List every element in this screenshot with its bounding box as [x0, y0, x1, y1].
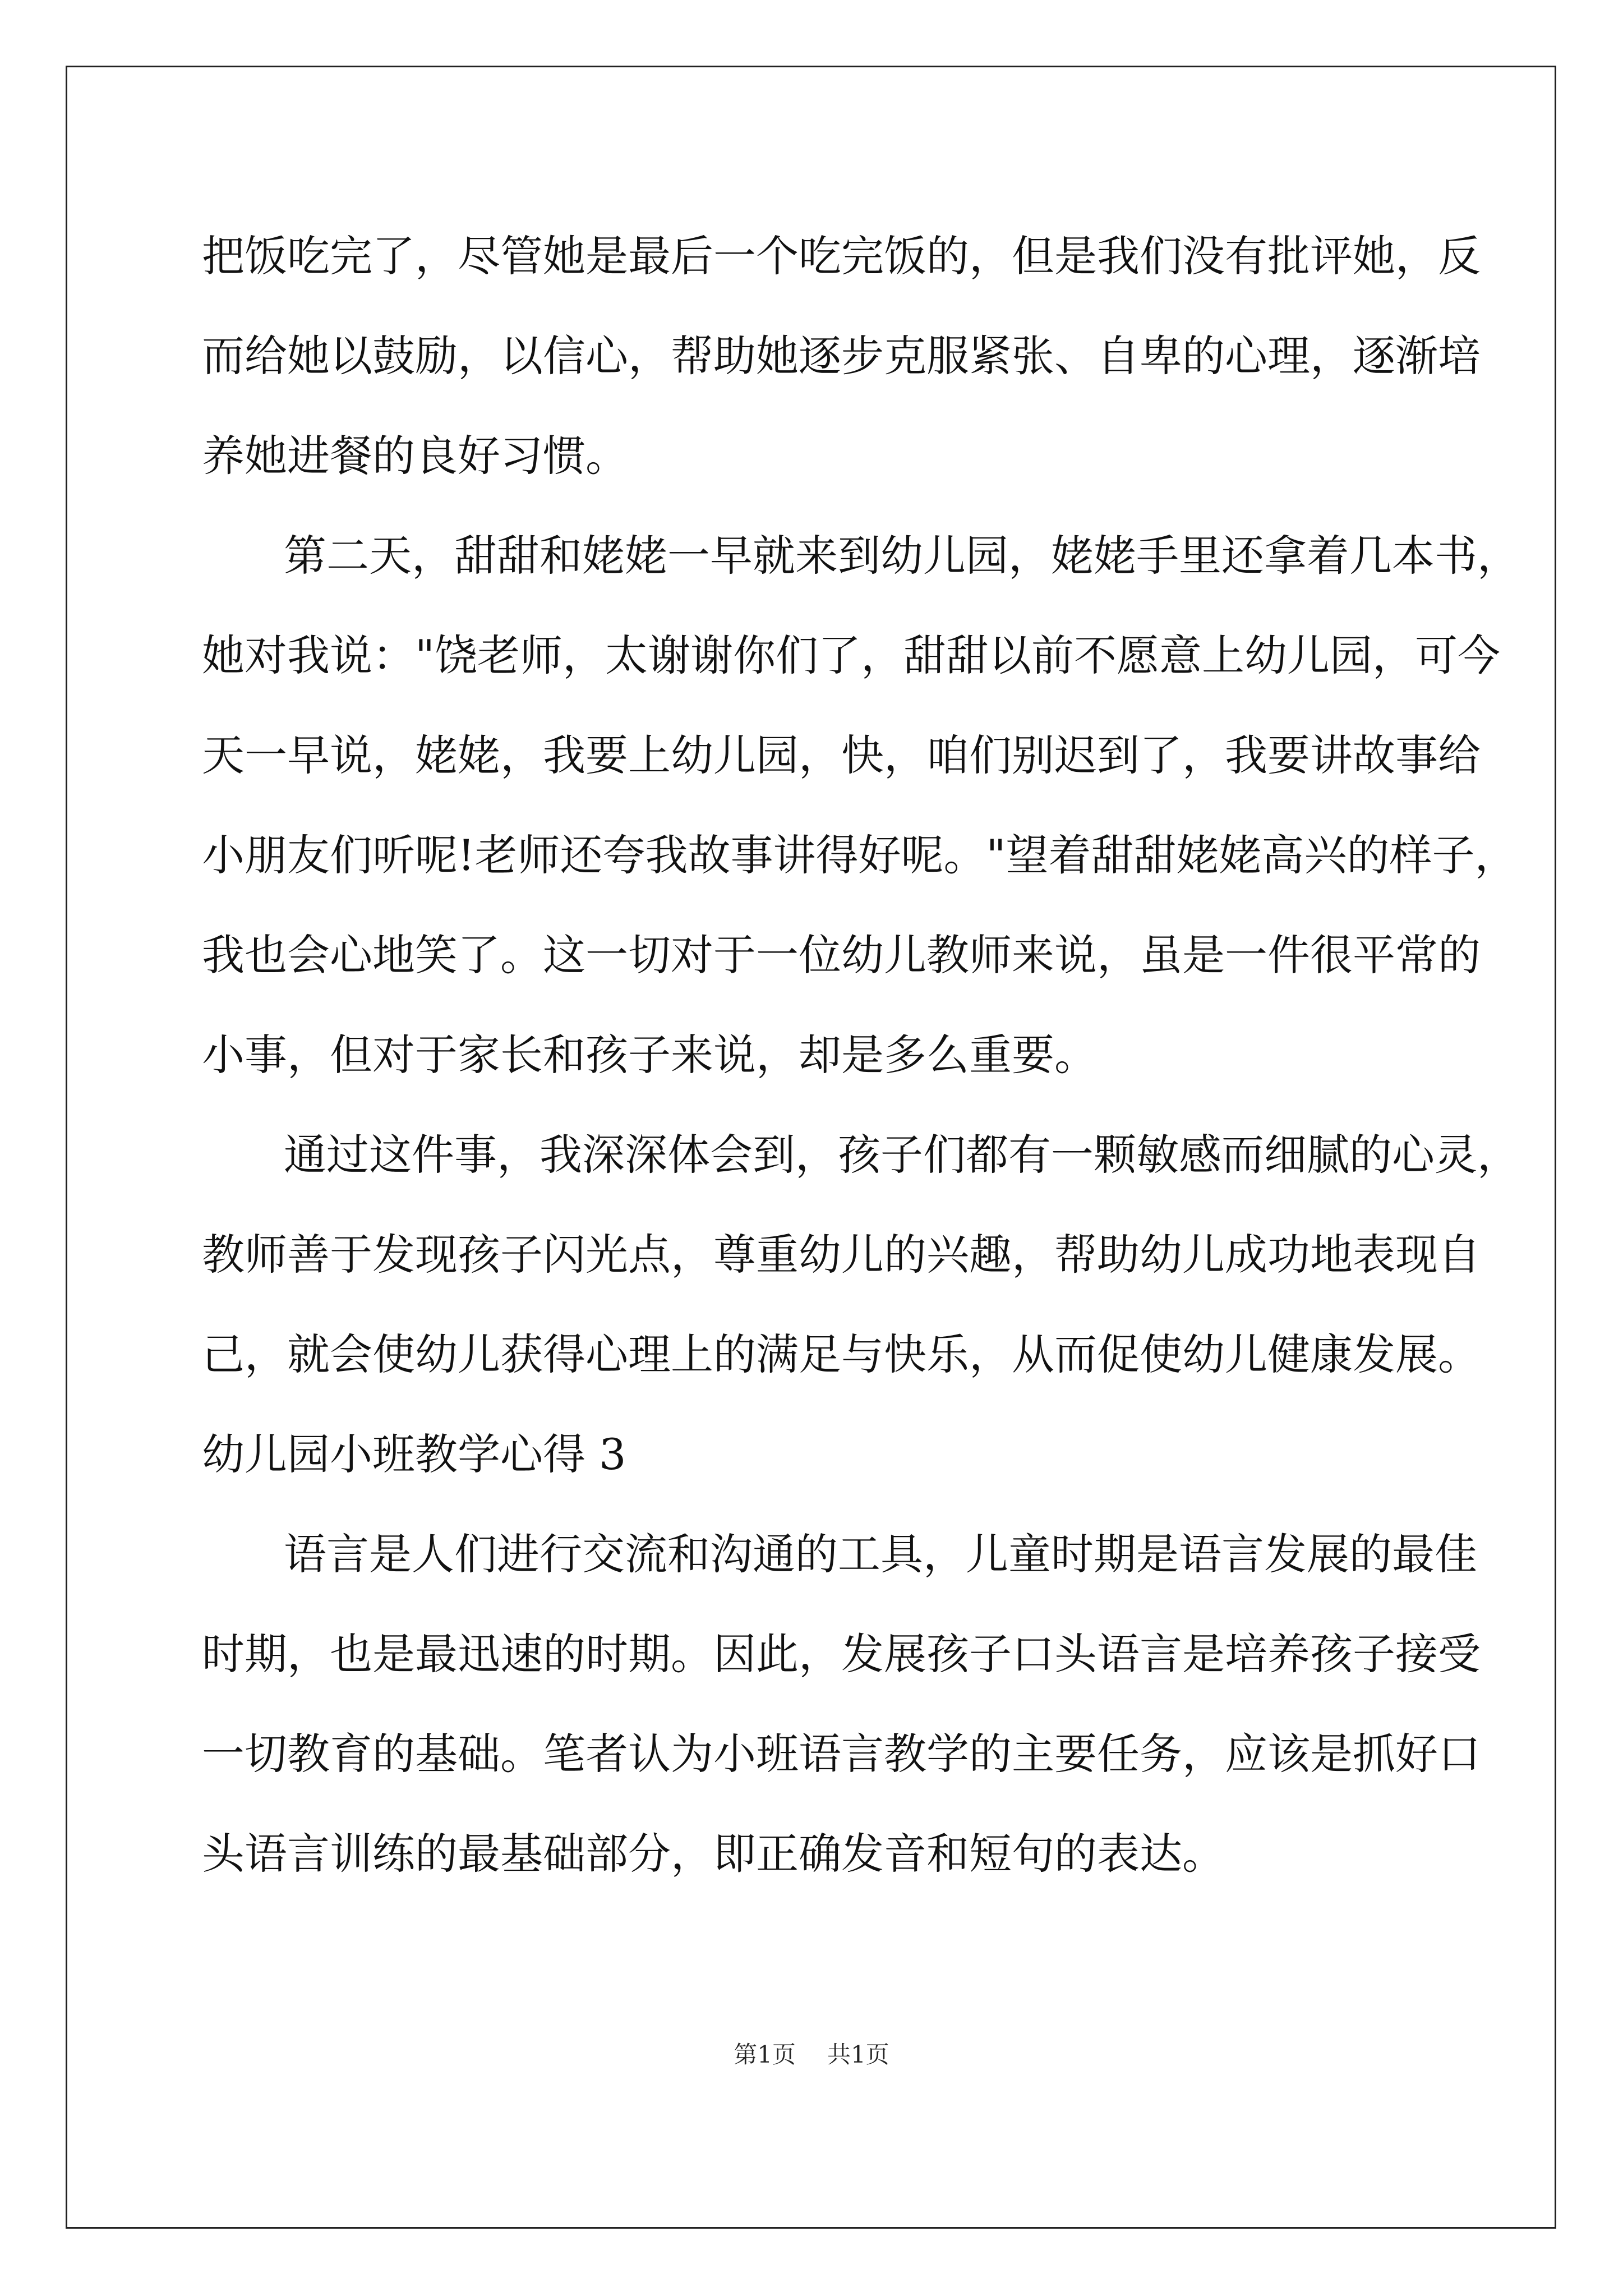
text-line: 时期，也是最迅速的时期。因此，发展孩子口头语言是培养孩子接受 — [202, 1629, 1481, 1679]
text-line: 一切教育的基础。笔者认为小班语言教学的主要任务，应该是抓好口 — [202, 1729, 1481, 1779]
page-total: 共1页 — [827, 2041, 889, 2068]
text-line: 把饭吃完了，尽管她是最后一个吃完饭的，但是我们没有批评她，反 — [202, 231, 1481, 281]
text-line: 天一早说，姥姥，我要上幼儿园，快，咱们别迟到了，我要讲故事给 — [202, 730, 1481, 780]
text-line: 己，就会使幼儿获得心理上的满足与快乐，从而促使幼儿健康发展。 — [202, 1329, 1481, 1379]
paragraph-first-line: 通过这件事，我深深体会到，孩子们都有一颗敏感而细腻的心灵， — [284, 1130, 1520, 1180]
page-number: 第1页 — [734, 2041, 796, 2068]
paragraph-first-line: 语言是人们进行交流和沟通的工具，儿童时期是语言发展的最佳 — [284, 1529, 1477, 1579]
text-line: 她对我说："饶老师，太谢谢你们了，甜甜以前不愿意上幼儿园，可今 — [202, 631, 1500, 680]
page-footer — [0, 2036, 1623, 2070]
document-body — [202, 206, 1520, 1904]
text-line: 我也会心地笑了。这一切对于一位幼儿教师来说，虽是一件很平常的 — [202, 930, 1481, 980]
section-heading: 幼儿园小班教学心得 3 — [202, 1429, 626, 1479]
text-line: 小事，但对于家长和孩子来说，却是多么重要。 — [202, 1030, 1097, 1080]
text-line: 而给她以鼓励，以信心，帮助她逐步克服紧张、自卑的心理，逐渐培 — [202, 331, 1481, 381]
paragraph-first-line: 第二天，甜甜和姥姥一早就来到幼儿园，姥姥手里还拿着几本书， — [284, 531, 1520, 581]
text-line: 养她进餐的良好习惯。 — [202, 431, 628, 481]
text-line: 小朋友们听呢!老师还夸我故事讲得好呢。"望着甜甜姥姥高兴的样子， — [202, 830, 1518, 880]
text-line: 教师善于发现孩子闪光点，尊重幼儿的兴趣，帮助幼儿成功地表现自 — [202, 1230, 1481, 1280]
text-line: 头语言训练的最基础部分，即正确发音和短句的表达。 — [202, 1829, 1225, 1879]
